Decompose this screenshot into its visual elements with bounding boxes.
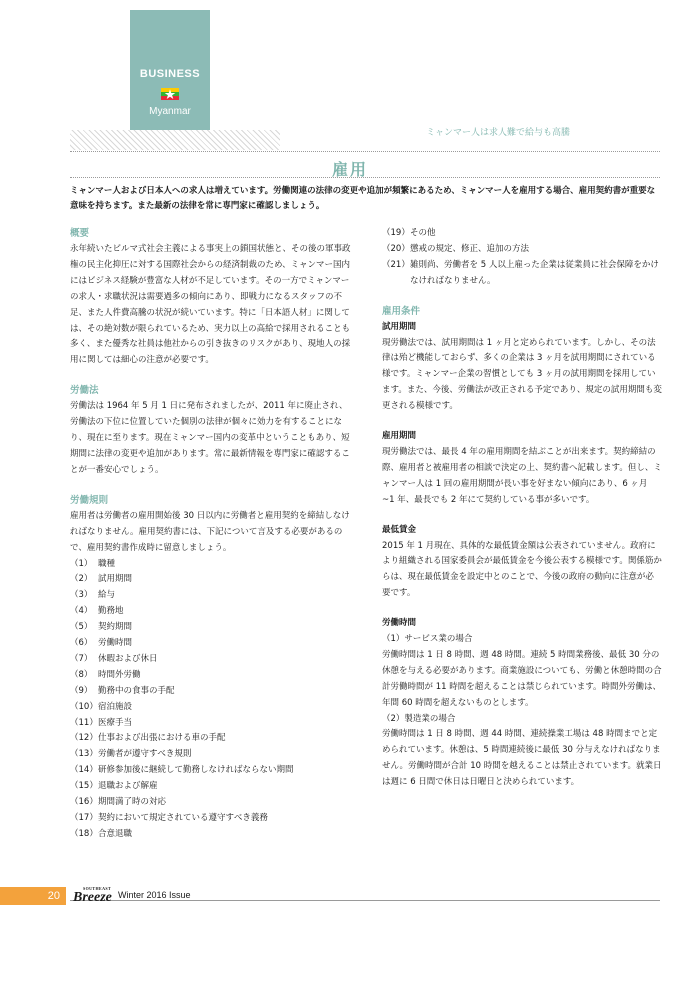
brand-small-text: SOUTHEAST <box>83 886 112 891</box>
list-item: （20） 懲戒の規定、修正、追加の方法 <box>382 243 530 254</box>
page-number: 20 <box>0 887 66 905</box>
list-item: （7） 休暇および休日 <box>70 653 158 664</box>
list-item: （10） 宿泊施設 <box>70 701 133 712</box>
contract-items-list-continued <box>382 226 662 290</box>
list-item: （12） 仕事および出張における車の手配 <box>70 733 226 744</box>
list-item: （14） 研修参加後に継続して勤務しなければならない期間 <box>70 765 294 776</box>
probation-body: 現労働法では、試用期間は 1 ヶ月と定められています。しかし、その法律は殆ど機能しておらず、多くの企業は 3 ヶ月を試用期間にされている様です。ミャンマー企業の習慣としても 3 ヶ月の試用期間を採用しています。また、今後、労働法が改正される予定であり、規定の試用期間も変更される模様です。 <box>382 337 662 412</box>
mfg-body: 労働時間は 1 日 8 時間、週 44 時間、連続操業工場は 48 時間までと定められています。休憩は、5 時間連続後に最低 30 分与えなければなりません。労働時間が合計 10 時間を越えることは禁止されています。就業日は週に 6 日間で休日は日曜日と決められています。 <box>382 729 662 788</box>
list-item: （2） 試用期間 <box>70 574 133 585</box>
list-item: （3） 給与 <box>70 590 116 601</box>
list-item: （9） 勤務中の食事の手配 <box>70 685 175 696</box>
article-title: 雇用 <box>331 160 368 179</box>
list-item: （1） 職種 <box>70 558 116 569</box>
divider-top <box>70 151 660 152</box>
labor-law-body: 労働法は 1964 年 5 月 1 日に発布されましたが、2011 年に廃止され、労働法の下位に位置していた個別の法律が個々に効力を有することになり、現在に至ります。現在ミャンマー国内の変革中ということもあり、短期間に法律の変更や追加があります。常に最新情報を専門家に確認することが一番安心でしょう。 <box>70 401 350 475</box>
issue-label: Winter 2016 Issue <box>118 890 191 900</box>
list-item: （21） 雑則尚、労働者を 5 人以上雇った企業は従業員に社会保障をかけなければなりません。 <box>382 259 659 286</box>
list-item: （4） 勤務地 <box>70 606 124 617</box>
list-item: （11） 医療手当 <box>70 717 133 728</box>
overview-heading: 概要 <box>70 228 90 239</box>
period-body: 現労働法では、最長 4 年の雇用期間を結ぶことが出来ます。契約締結の際、雇用者と被雇用者の相談で決定の上、契約書へ記載します。但し、ミャンマー人は 1 回の雇用期間が長い事を好まない傾向にあり、6 ヶ月 ~1 年、最長でも 2 年にて契約している事が多いです。 <box>382 446 662 505</box>
category-label: BUSINESS <box>139 68 201 80</box>
labor-law-heading: 労働法 <box>70 385 99 397</box>
service-label: （1）サービス業の場合 <box>382 634 473 645</box>
list-item: （18） 合意退職 <box>70 828 133 839</box>
service-body: 労働時間は 1 日 8 時間、週 48 時間。連続 5 時間業務後、最低 30 分の休憩を与える必要があります。商業施設についても、労働と休憩時間の合計労働時間が 11 時間を超えることは禁じられています。時間外労働は、年間 60 時間を超えないものとします。 <box>382 649 662 708</box>
header-tagline: ミャンマー人は求人難で給与も高騰 <box>426 128 570 138</box>
list-item: （19） その他 <box>382 228 436 238</box>
list-item: （13） 労働者が遵守すべき規則 <box>70 749 192 760</box>
list-item: （5） 契約期間 <box>70 622 133 633</box>
mfg-label: （2）製造業の場合 <box>382 713 456 724</box>
myanmar-flag-icon <box>161 88 179 100</box>
section-banner <box>130 10 210 130</box>
article-intro: ミャンマー人および日本人への求人は増えています。労働関連の法律の変更や追加が頻繁にあるため、ミャンマー人を雇用する場合、雇用契約書が重要な意味を持ちます。また最新の法律を常に専門家に確認しましょう。 <box>70 186 656 211</box>
divider-under-title <box>70 177 660 178</box>
hours-heading: 労働時間 <box>382 618 417 629</box>
footer-rule <box>70 900 660 901</box>
list-item: （17） 契約において規定されている遵守すべき義務 <box>70 813 268 823</box>
list-item: （6） 労働時間 <box>70 638 133 649</box>
brand-name: Breeze <box>73 890 112 905</box>
period-heading: 雇用期間 <box>382 431 417 442</box>
labor-rules-heading: 労働規則 <box>70 494 109 506</box>
probation-heading: 試用期間 <box>382 321 417 332</box>
list-item: （15） 退職および解雇 <box>70 781 158 792</box>
decorative-hatch <box>70 130 280 150</box>
left-column <box>70 226 355 843</box>
contract-items-list <box>70 557 355 843</box>
min-wage-heading: 最低賃金 <box>382 524 417 535</box>
brand-logo <box>73 886 111 906</box>
labor-rules-body: 雇用者は労働者の雇用開始後 30 日以内に労働者と雇用契約を締結しなければなりません。雇用契約書には、下記について言及する必要があるので、雇用契約書作成時に留意しましょう。 <box>70 510 350 553</box>
employment-terms-heading: 雇用条件 <box>382 305 421 317</box>
min-wage-body: 2015 年 1 月現在、具体的な最低賃金額は公表されていません。政府により組織される国家委員会が最低賃金を今後公表する模様です。関係筋からは、現在最低賃金を設定中とのことで、今後の政府の動向に注意が必要です。 <box>382 540 662 599</box>
country-label: Myanmar <box>149 106 191 117</box>
overview-body: 永年続いたビルマ式社会主義による事実上の鎖国状態と、その後の軍事政権の民主化抑圧に対する国際社会からの経済制裁のため、ミャンマー国内にはビジネス経験が豊富な人材が不足しています。その一方でミャンマーの求人・求職状況は需要過多の傾向にあり、即戦力になるスタッフの不足、また人件費高騰の状況が続いています。特に「日本語人材」に関しては、その絶対数が限られているため、実力以上の高給で採用されることも多く、また優秀な社員は他社からの引き抜きのリスクがあり、現地人の採用に関しては細心の注意が必要です。 <box>70 244 351 366</box>
list-item: （16） 期間満了時の対応 <box>70 797 167 808</box>
right-column <box>382 226 662 791</box>
list-item: （8） 時間外労働 <box>70 669 141 680</box>
